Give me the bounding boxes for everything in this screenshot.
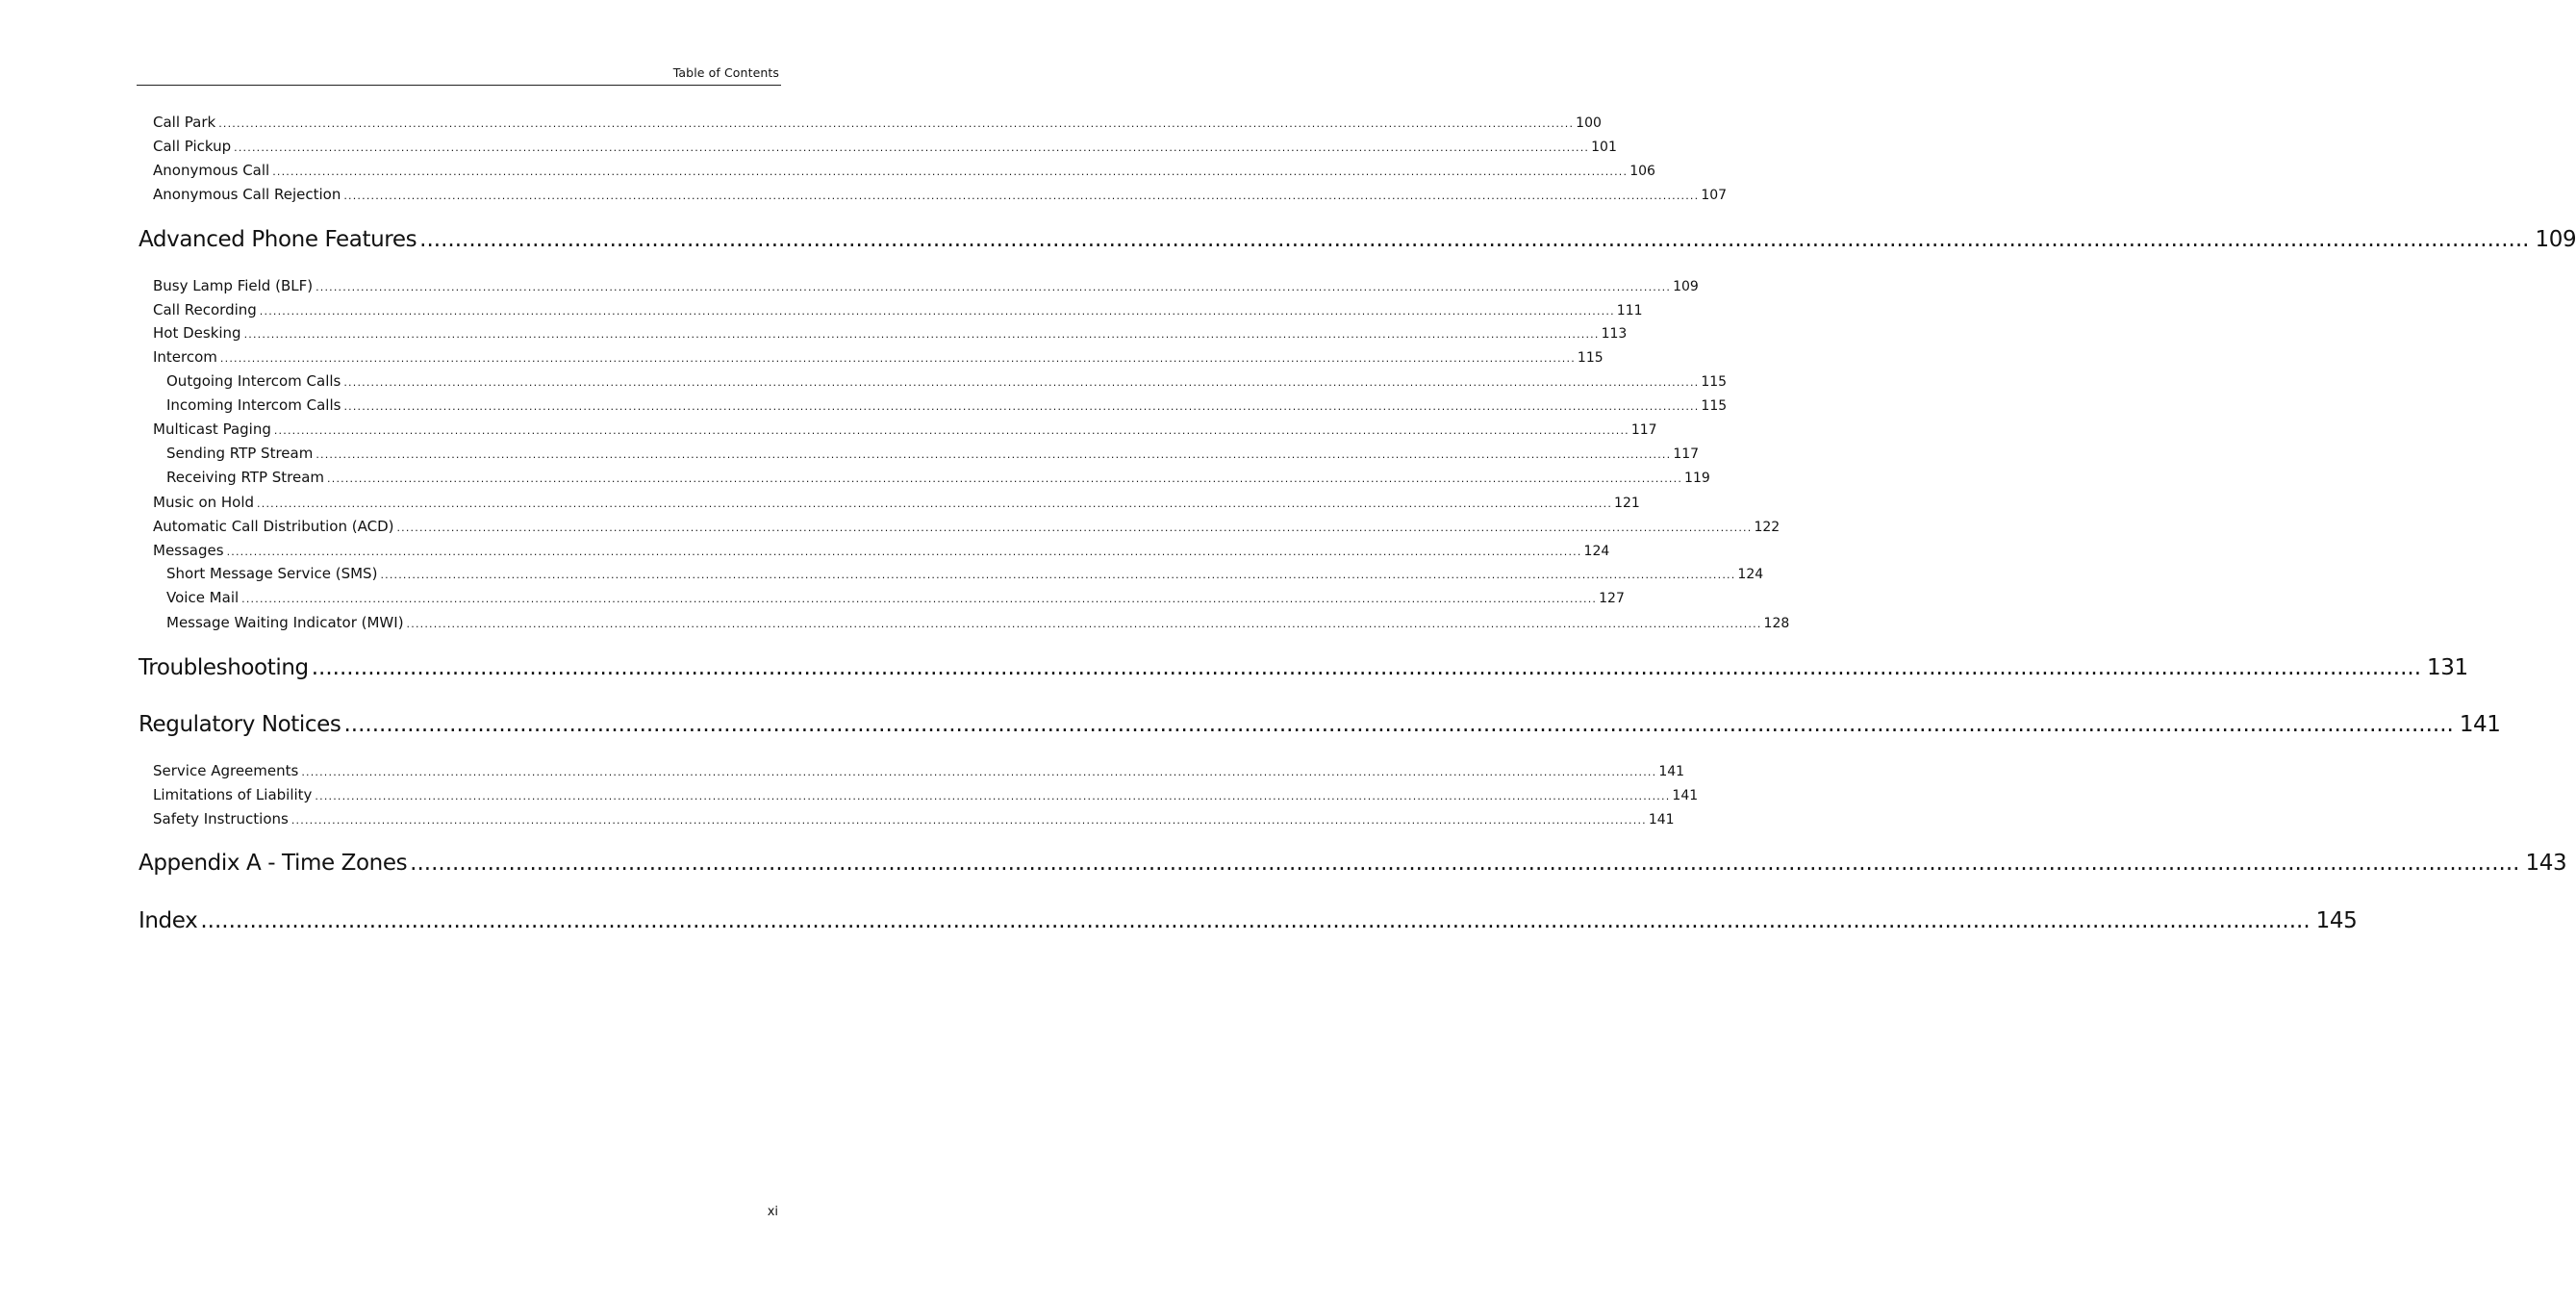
- dot-leader: ............................................................................................................................................................................................................................................................................................................: [273, 424, 1629, 437]
- toc-entry-page-number: 107: [1701, 188, 1728, 203]
- toc-section-entry[interactable]: [153, 420, 1657, 440]
- toc-entry-page-number: 124: [1583, 544, 1610, 559]
- dot-leader: ............................................................................................................................................................................................................................................................................................................: [234, 141, 1590, 154]
- toc-entry-page-number: 128: [1763, 616, 1790, 631]
- toc-entry-label: Regulatory Notices: [139, 712, 341, 737]
- toc-entry-page-number: 111: [1616, 303, 1643, 318]
- dot-leader: ............................................................................................................................................................................................................................................................................................................: [243, 328, 1600, 341]
- toc-chapter-entry[interactable]: [139, 712, 2501, 743]
- dot-leader: ............................................................................................................................................................................................................................................................................................................: [311, 655, 2422, 680]
- dot-leader: ............................................................................................................................................................................................................................................................................................................: [406, 618, 1762, 630]
- dot-leader: ............................................................................................................................................................................................................................................................................................................: [272, 166, 1629, 178]
- toc-entry-label: Troubleshooting: [139, 655, 309, 680]
- toc-entry-label: Intercom: [153, 348, 217, 366]
- toc-entry-label: Service Agreements: [153, 762, 299, 779]
- dot-leader: ............................................................................................................................................................................................................................................................................................................: [219, 352, 1576, 365]
- dot-leader: ............................................................................................................................................................................................................................................................................................................: [259, 305, 1615, 318]
- toc-entry-label: Outgoing Intercom Calls: [166, 372, 341, 390]
- toc-entry-label: Anonymous Call Rejection: [153, 186, 341, 203]
- toc-entry-label: Short Message Service (SMS): [166, 565, 378, 582]
- dot-leader: ............................................................................................................................................................................................................................................................................................................: [200, 908, 2311, 933]
- toc-entry-page-number: 141: [1672, 788, 1699, 803]
- toc-entry-label: Advanced Phone Features: [139, 227, 417, 252]
- toc-entry-label: Index: [139, 908, 198, 933]
- toc-section-entry[interactable]: [166, 372, 1728, 392]
- toc-entry-page-number: 143: [2525, 851, 2567, 876]
- dot-leader: ............................................................................................................................................................................................................................................................................................................: [218, 117, 1575, 130]
- toc-chapter-entry[interactable]: [139, 851, 2567, 881]
- dot-leader: ............................................................................................................................................................................................................................................................................................................: [396, 522, 1753, 534]
- toc-entry-label: Safety Instructions: [153, 810, 289, 828]
- toc-section-entry[interactable]: [153, 186, 1728, 205]
- toc-section-entry[interactable]: [166, 445, 1700, 464]
- toc-entry-page-number: 124: [1737, 567, 1764, 582]
- toc-entry-label: Call Recording: [153, 301, 257, 318]
- toc-chapter-entry[interactable]: [139, 908, 2358, 939]
- dot-leader: ............................................................................................................................................................................................................................................................................................................: [343, 190, 1700, 202]
- dot-leader: ............................................................................................................................................................................................................................................................................................................: [343, 712, 2454, 737]
- toc-section-entry[interactable]: [153, 324, 1628, 344]
- dot-leader: ............................................................................................................................................................................................................................................................................................................: [343, 400, 1700, 413]
- toc-entry-page-number: 117: [1630, 422, 1657, 438]
- toc-section-entry[interactable]: [166, 469, 1710, 488]
- toc-entry-page-number: 109: [1673, 279, 1699, 294]
- toc-entry-page-number: 122: [1754, 520, 1780, 535]
- toc-section-entry[interactable]: [153, 138, 1617, 157]
- toc-entry-label: Music on Hold: [153, 494, 255, 511]
- toc-entry-label: Appendix A - Time Zones: [139, 851, 408, 876]
- toc-entry-label: Busy Lamp Field (BLF): [153, 277, 314, 294]
- toc-entry-page-number: 115: [1577, 350, 1604, 366]
- toc-section-entry[interactable]: [153, 301, 1643, 320]
- toc-section-entry[interactable]: [153, 810, 1675, 829]
- dot-leader: ............................................................................................................................................................................................................................................................................................................: [241, 593, 1598, 605]
- toc-entry-label: Call Park: [153, 114, 216, 131]
- dot-leader: ............................................................................................................................................................................................................................................................................................................: [290, 814, 1647, 827]
- toc-entry-page-number: 100: [1576, 115, 1602, 131]
- dot-leader: ............................................................................................................................................................................................................................................................................................................: [316, 281, 1672, 293]
- toc-entry-page-number: 121: [1614, 496, 1640, 511]
- toc-section-entry[interactable]: [153, 348, 1604, 368]
- dot-leader: ............................................................................................................................................................................................................................................................................................................: [343, 376, 1700, 389]
- toc-entry-label: Message Waiting Indicator (MWI): [166, 614, 404, 631]
- toc-chapter-entry[interactable]: [139, 227, 2576, 258]
- dot-leader: ............................................................................................................................................................................................................................................................................................................: [257, 497, 1613, 510]
- toc-chapter-entry[interactable]: [139, 655, 2468, 686]
- toc-entry-label: Incoming Intercom Calls: [166, 396, 341, 414]
- toc-entry-page-number: 115: [1701, 374, 1728, 390]
- toc-section-entry[interactable]: [153, 762, 1685, 781]
- toc-entry-page-number: 109: [2535, 227, 2576, 252]
- toc-entry-page-number: 131: [2427, 655, 2468, 680]
- toc-entry-page-number: 117: [1673, 446, 1700, 462]
- dot-leader: ............................................................................................................................................................................................................................................................................................................: [316, 448, 1672, 461]
- toc-entry-page-number: 141: [1658, 764, 1685, 779]
- toc-entry-label: Call Pickup: [153, 138, 232, 155]
- toc-section-entry[interactable]: [153, 162, 1655, 181]
- toc-section-entry[interactable]: [166, 589, 1625, 608]
- toc-entry-label: Hot Desking: [153, 324, 241, 342]
- toc-entry-label: Anonymous Call: [153, 162, 270, 179]
- toc-entry-label: Limitations of Liability: [153, 786, 313, 803]
- toc-entry-page-number: 101: [1591, 140, 1617, 155]
- footer-page-number: xi: [767, 1205, 778, 1219]
- toc-section-entry[interactable]: [153, 786, 1699, 805]
- toc-entry-label: Automatic Call Distribution (ACD): [153, 518, 394, 535]
- dot-leader: ............................................................................................................................................................................................................................................................................................................: [226, 546, 1582, 558]
- dot-leader: ............................................................................................................................................................................................................................................................................................................: [380, 569, 1736, 581]
- toc-entry-page-number: 119: [1684, 471, 1710, 486]
- toc-entry-page-number: 145: [2315, 908, 2358, 933]
- toc-section-entry[interactable]: [153, 277, 1699, 296]
- toc-section-entry[interactable]: [166, 614, 1790, 633]
- toc-section-entry[interactable]: [166, 565, 1764, 584]
- dot-leader: ............................................................................................................................................................................................................................................................................................................: [410, 851, 2520, 876]
- dot-leader: ............................................................................................................................................................................................................................................................................................................: [301, 766, 1657, 778]
- toc-entry-label: Voice Mail: [166, 589, 240, 606]
- toc-entry-page-number: 113: [1601, 326, 1628, 342]
- header-title: Table of Contents: [672, 65, 779, 80]
- toc-entry-page-number: 127: [1599, 591, 1625, 606]
- toc-entry-page-number: 115: [1701, 398, 1728, 414]
- toc-section-entry[interactable]: [153, 114, 1602, 133]
- toc-entry-label: Sending RTP Stream: [166, 445, 314, 462]
- toc-entry-page-number: 141: [2459, 712, 2501, 737]
- toc-section-entry[interactable]: [153, 518, 1780, 537]
- toc-section-entry[interactable]: [153, 494, 1640, 513]
- toc-entry-label: Messages: [153, 542, 224, 559]
- dot-leader: ............................................................................................................................................................................................................................................................................................................: [327, 472, 1683, 485]
- toc-entry-page-number: 141: [1648, 812, 1675, 828]
- toc-entry-label: Receiving RTP Stream: [166, 469, 325, 486]
- toc-section-entry[interactable]: [166, 396, 1728, 416]
- toc-section-entry[interactable]: [153, 542, 1610, 561]
- toc-entry-page-number: 106: [1629, 164, 1655, 179]
- dot-leader: ............................................................................................................................................................................................................................................................................................................: [315, 790, 1671, 802]
- page-header: [137, 64, 781, 86]
- toc-entry-label: Multicast Paging: [153, 420, 271, 438]
- dot-leader: ............................................................................................................................................................................................................................................................................................................: [419, 227, 2530, 252]
